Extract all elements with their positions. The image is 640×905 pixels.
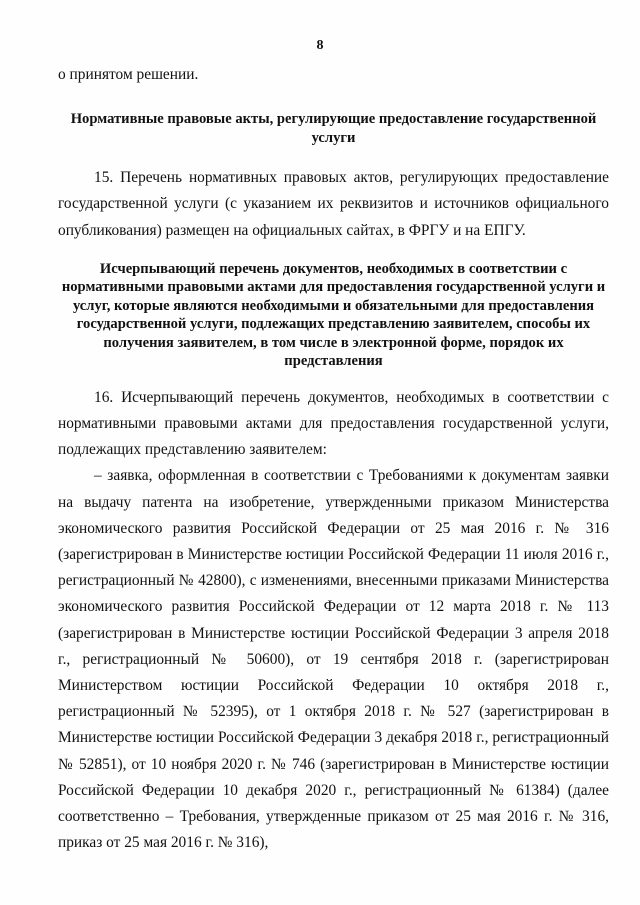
page-content [58, 62, 609, 856]
section-heading-normative-acts: Нормативные правовые акты, регулирующие предоставление государственной услуги [70, 111, 597, 146]
intro-line: о принятом решении. [58, 66, 199, 83]
section-heading-documents-list: Исчерпывающий перечень документов, необходимых в соответствии с нормативными правовыми актами для предоставления государственной услуги и услуг, которые являются необходимыми и обязательными для предоставления государственной услуги, подлежащих представлению заявителем, способы их получения заявителем, в том числе в электронной форме, порядок их представления [61, 260, 606, 370]
paragraph-15: 15. Перечень нормативных правовых актов, регулирующих предоставление государственной услуги (с указанием их реквизитов и источников официального опубликования) размещен на официальных сайтах, в ФРГУ и на ЕПГУ. [58, 169, 609, 239]
page-number: 8 [316, 38, 324, 53]
list-item-application: – заявка, оформленная в соответствии с Требованиями к документам заявки на выдачу патента на изобретение, утвержденными приказом Министерства экономического развития Российской Федерации от 25 мая 2016 г. № 316 (зарегистрирован в Министерстве юстиции Российской Федерации 11 июля 2016 г., регистрационный № 42800), с изменениями, внесенными приказами Министерства экономического развития Российской Федерации от 12 марта 2018 г. № 113 (зарегистрирован в Министерстве юстиции Российской Федерации 3 апреля 2018 г., регистрационный № 50600), от 19 сентября 2018 г. (зарегистрирован Министерством юстиции Российской Федерации 10 октября 2018 г., регистрационный № 52395), от 1 октября 2018 г. № 527 (зарегистрирован в Министерстве юстиции Российской Федерации 3 декабря 2018 г., регистрационный № 52851), от 10 ноября 2020 г. № 746 (зарегистрирован в Министерстве юстиции Российской Федерации 10 декабря 2020 г., регистрационный № 61384) (далее соответственно – Требования, утвержденные приказом от 25 мая 2016 г. № 316, приказ от 25 мая 2016 г. № 316), [58, 467, 609, 852]
paragraph-16: 16. Исчерпывающий перечень документов, необходимых в соответствии с нормативными правовыми актами для предоставления государственной услуги, подлежащих представлению заявителем: [58, 388, 609, 459]
